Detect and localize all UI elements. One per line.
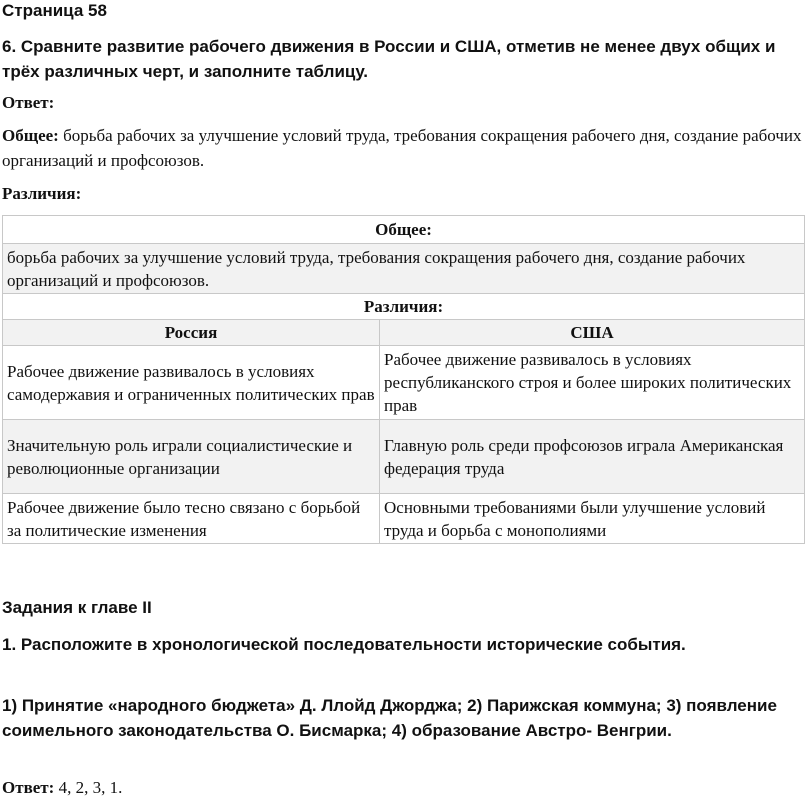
- common-label: Общее:: [2, 126, 59, 145]
- table-common-header: Общее:: [3, 216, 805, 244]
- cell-russia: Значительную роль играли социалистические и революционные организации: [3, 420, 380, 494]
- table-row-differences-header: [3, 294, 805, 320]
- cell-usa: Основными требованиями были улучшение условий труда и борьба с монополиями: [380, 494, 805, 544]
- chapter-tasks-heading: Задания к главе II: [2, 598, 152, 617]
- question-6: 6. Сравните развитие рабочего движения в России и США, отметив не менее двух общих и трёх различных черт, и заполните таблицу.: [2, 37, 776, 81]
- table-differences-header: Различия:: [3, 294, 805, 320]
- answer-2: [2, 777, 122, 799]
- common-paragraph: [2, 123, 802, 173]
- column-header-russia: Россия: [3, 320, 380, 346]
- column-header-usa: США: [380, 320, 805, 346]
- answer-label: Ответ:: [2, 93, 55, 112]
- table-common-text: борьба рабочих за улучшение условий труда, требования сокращения рабочего дня, создание рабочих организаций и профсоюзов.: [3, 244, 805, 294]
- answer-2-label: Ответ:: [2, 778, 55, 797]
- question-1: 1. Расположите в хронологической последовательности исторические события.: [2, 635, 686, 654]
- answer-2-value: 4, 2, 3, 1.: [54, 778, 123, 797]
- common-text: борьба рабочих за улучшение условий труда, требования сокращения рабочего дня, создание рабочих организаций и профсоюзов.: [2, 126, 802, 170]
- question-1-events: 1) Принятие «народного бюджета» Д. Ллойд Джорджа; 2) Парижская коммуна; 3) появление соимельного законодательства О. Бисмарка; 4) образование Австро- Венгрии.: [2, 696, 777, 740]
- table-row-common-text: [3, 244, 805, 294]
- cell-usa: Главную роль среди профсоюзов играла Американская федерация труда: [380, 420, 805, 494]
- page-title: Страница 58: [2, 1, 107, 20]
- cell-usa: Рабочее движение развивалось в условиях республиканского строя и более широких политических прав: [380, 346, 805, 420]
- table-row: [3, 346, 805, 420]
- table-row: [3, 494, 805, 544]
- table-row: [3, 420, 805, 494]
- comparison-table: [2, 215, 805, 544]
- cell-russia: Рабочее движение развивалось в условиях самодержавия и ограниченных политических прав: [3, 346, 380, 420]
- table-row-columns: [3, 320, 805, 346]
- differences-label: Различия:: [2, 184, 82, 203]
- table-row-common-header: [3, 216, 805, 244]
- cell-russia: Рабочее движение было тесно связано с борьбой за политические изменения: [3, 494, 380, 544]
